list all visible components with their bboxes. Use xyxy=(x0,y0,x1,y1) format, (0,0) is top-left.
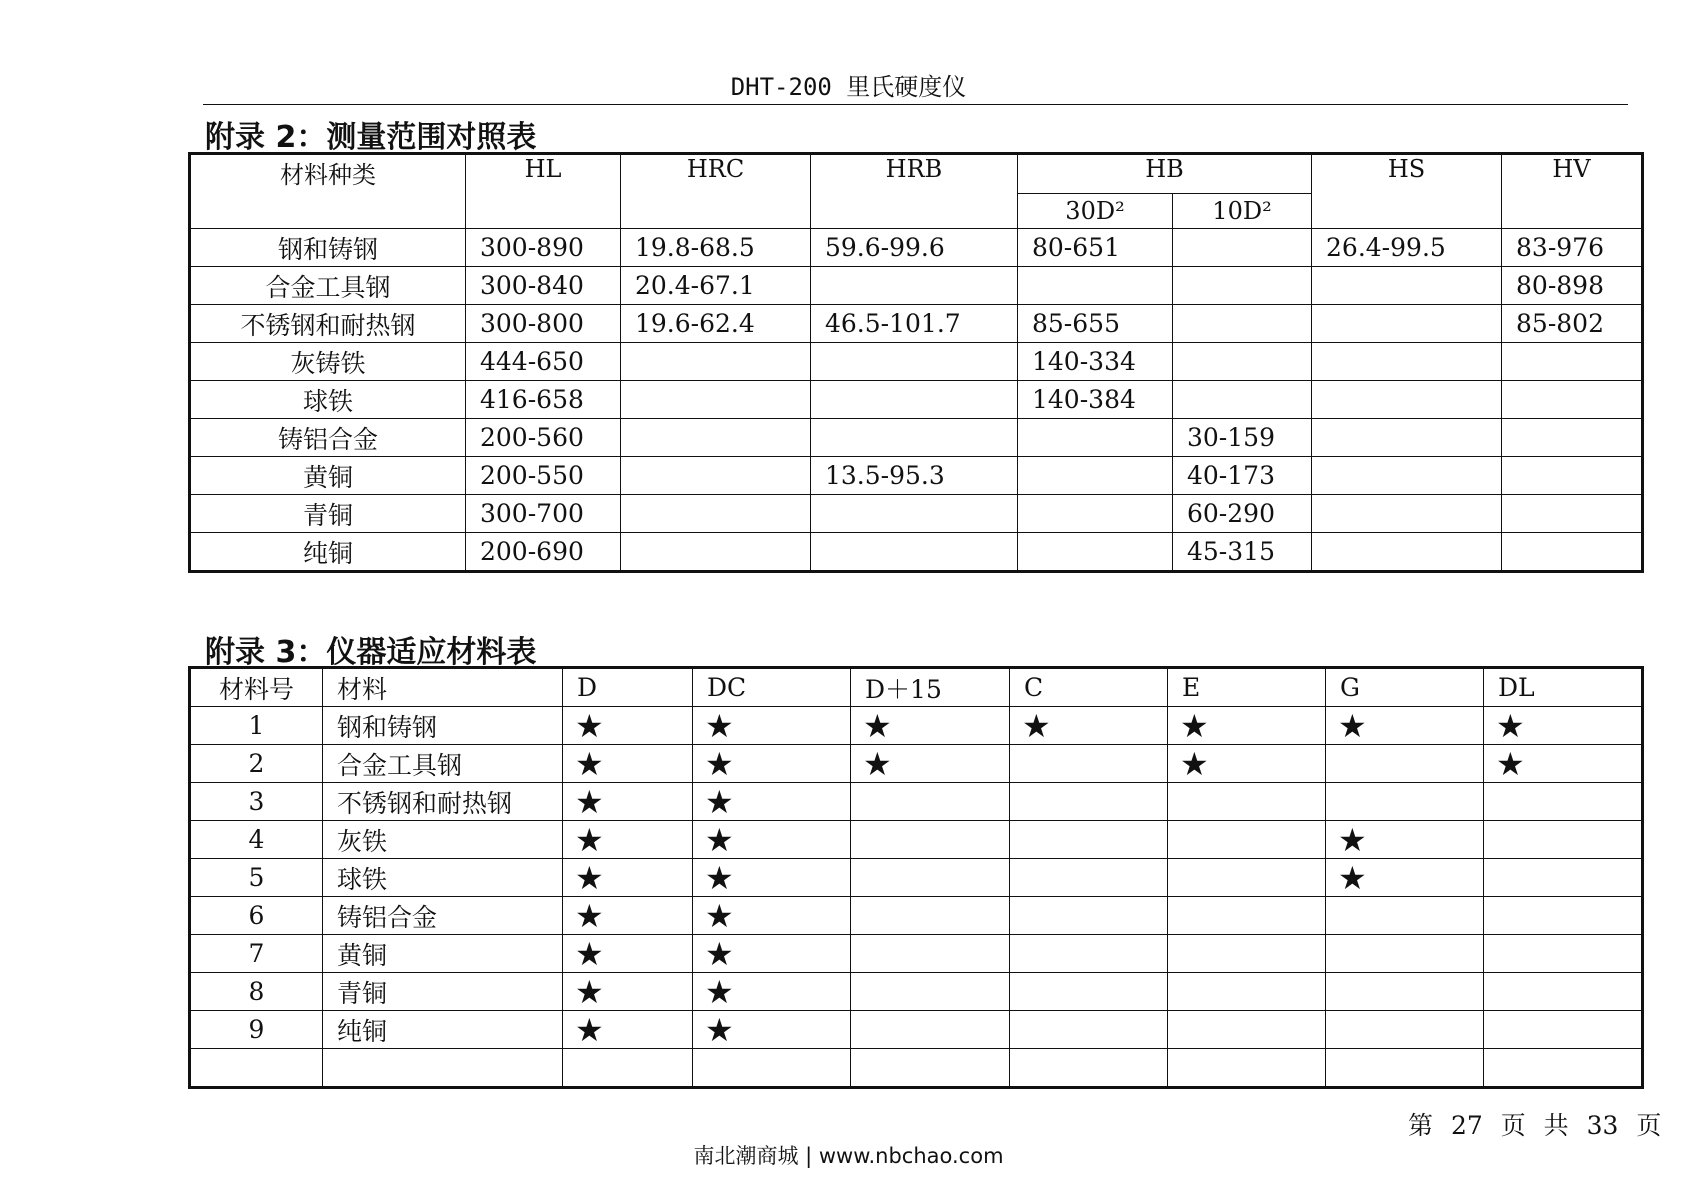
table-cell xyxy=(693,1049,851,1088)
table-cell xyxy=(811,419,1018,457)
table-cell xyxy=(1484,1049,1643,1088)
table-row xyxy=(190,897,1643,935)
table-cell xyxy=(1502,381,1643,419)
table-cell xyxy=(1168,1049,1326,1088)
table-cell: 85-802 xyxy=(1502,305,1643,343)
table-cell: ★ xyxy=(1326,821,1484,859)
table-cell xyxy=(1173,267,1312,305)
document-header-title: DHT-200 里氏硬度仪 xyxy=(730,73,967,101)
table-cell xyxy=(1168,935,1326,973)
table-cell xyxy=(1326,897,1484,935)
table-cell xyxy=(1484,973,1643,1011)
table-cell xyxy=(621,419,811,457)
table-cell: ★ xyxy=(563,821,693,859)
table-cell xyxy=(1312,267,1502,305)
table-cell: 80-898 xyxy=(1502,267,1643,305)
table-cell xyxy=(1173,229,1312,267)
table-row xyxy=(190,419,1643,457)
table-cell xyxy=(323,1049,563,1088)
header-hv: HV xyxy=(1502,154,1643,229)
table-cell xyxy=(1312,533,1502,572)
table-cell: 5 xyxy=(190,859,323,897)
table-cell: 3 xyxy=(190,783,323,821)
table-row xyxy=(190,343,1643,381)
table-cell: 300-800 xyxy=(466,305,621,343)
table-cell xyxy=(1312,419,1502,457)
table-cell: 83-976 xyxy=(1502,229,1643,267)
site-watermark: 南北潮商城 | www.nbchao.com xyxy=(693,1144,1004,1168)
table-row xyxy=(190,745,1643,783)
table-cell xyxy=(1484,783,1643,821)
table-cell: ★ xyxy=(693,973,851,1011)
header-material: 材料 xyxy=(323,668,563,707)
header-probe-g: G xyxy=(1326,668,1484,707)
table-row xyxy=(190,935,1643,973)
table-cell: ★ xyxy=(1010,707,1168,745)
table-cell xyxy=(1326,1011,1484,1049)
table-cell xyxy=(1168,859,1326,897)
table-cell: 8 xyxy=(190,973,323,1011)
table-cell xyxy=(1326,783,1484,821)
table-cell: 黄铜 xyxy=(323,935,563,973)
table-cell: ★ xyxy=(851,745,1010,783)
table-cell: ★ xyxy=(563,707,693,745)
table-cell: 20.4-67.1 xyxy=(621,267,811,305)
table-row xyxy=(190,533,1643,572)
table-cell: 19.8-68.5 xyxy=(621,229,811,267)
table-cell xyxy=(851,1011,1010,1049)
table-cell: ★ xyxy=(693,1011,851,1049)
table-cell xyxy=(190,1049,323,1088)
table-cell xyxy=(1502,419,1643,457)
table-cell xyxy=(1168,897,1326,935)
table-cell xyxy=(1312,381,1502,419)
table-cell: ★ xyxy=(563,935,693,973)
table-cell: 球铁 xyxy=(190,381,466,419)
header-probe-e: E xyxy=(1168,668,1326,707)
table-cell: ★ xyxy=(1168,707,1326,745)
table-cell: ★ xyxy=(693,935,851,973)
appendix2-title: 附录 2：测量范围对照表 xyxy=(205,120,537,155)
table-cell: 416-658 xyxy=(466,381,621,419)
table-cell: 钢和铸钢 xyxy=(323,707,563,745)
appendix3-title: 附录 3：仪器适应材料表 xyxy=(205,635,537,670)
table-cell xyxy=(1010,1049,1168,1088)
header-hrc: HRC xyxy=(621,154,811,229)
table-cell: 40-173 xyxy=(1173,457,1312,495)
table-cell: 1 xyxy=(190,707,323,745)
table-cell xyxy=(1484,935,1643,973)
table-cell xyxy=(1018,533,1173,572)
header-probe-d15: D＋15 xyxy=(851,668,1010,707)
table-cell: 青铜 xyxy=(323,973,563,1011)
table-cell xyxy=(811,533,1018,572)
table-cell: 140-334 xyxy=(1018,343,1173,381)
table-cell xyxy=(851,1049,1010,1088)
table-cell: 140-384 xyxy=(1018,381,1173,419)
header-rule xyxy=(203,104,1628,105)
table-cell xyxy=(1173,305,1312,343)
table-cell xyxy=(811,381,1018,419)
table-cell: 200-690 xyxy=(466,533,621,572)
table-cell xyxy=(1018,267,1173,305)
header-hb-10d2: 10D² xyxy=(1173,194,1312,229)
table-cell: 合金工具钢 xyxy=(323,745,563,783)
table-cell xyxy=(1168,1011,1326,1049)
table-cell xyxy=(851,859,1010,897)
header-probe-d: D xyxy=(563,668,693,707)
table-cell: ★ xyxy=(563,745,693,783)
table-cell: 13.5-95.3 xyxy=(811,457,1018,495)
table-row xyxy=(190,457,1643,495)
table-cell: 80-651 xyxy=(1018,229,1173,267)
header-hl: HL xyxy=(466,154,621,229)
table-cell xyxy=(1484,859,1643,897)
table-cell: 85-655 xyxy=(1018,305,1173,343)
table-cell: ★ xyxy=(1326,859,1484,897)
header-material-no: 材料号 xyxy=(190,668,323,707)
table-cell: 7 xyxy=(190,935,323,973)
header-probe-c: C xyxy=(1010,668,1168,707)
header-probe-dl: DL xyxy=(1484,668,1643,707)
table-cell: ★ xyxy=(693,707,851,745)
table-cell: ★ xyxy=(563,897,693,935)
header-material-type: 材料种类 xyxy=(190,154,466,229)
table-cell xyxy=(851,935,1010,973)
table-cell: 钢和铸钢 xyxy=(190,229,466,267)
table-cell xyxy=(1010,821,1168,859)
table-cell xyxy=(1326,935,1484,973)
table-cell xyxy=(1173,381,1312,419)
table-cell: 灰铁 xyxy=(323,821,563,859)
table-cell: 青铜 xyxy=(190,495,466,533)
table-cell xyxy=(1168,973,1326,1011)
table-cell: 46.5-101.7 xyxy=(811,305,1018,343)
table-cell xyxy=(1010,859,1168,897)
table-cell xyxy=(1312,343,1502,381)
table-cell: 26.4-99.5 xyxy=(1312,229,1502,267)
table-cell: ★ xyxy=(693,859,851,897)
table-cell: 黄铜 xyxy=(190,457,466,495)
table-cell: 300-840 xyxy=(466,267,621,305)
table-cell xyxy=(1502,533,1643,572)
table-cell: 300-700 xyxy=(466,495,621,533)
table-cell xyxy=(1168,821,1326,859)
applicable-material-table xyxy=(188,666,1644,1089)
header-hs: HS xyxy=(1312,154,1502,229)
table-cell xyxy=(1010,973,1168,1011)
table-cell: 200-550 xyxy=(466,457,621,495)
table-cell: 纯铜 xyxy=(190,533,466,572)
table-cell xyxy=(621,381,811,419)
table-cell: 不锈钢和耐热钢 xyxy=(190,305,466,343)
table-cell xyxy=(1173,343,1312,381)
table-cell: 铸铝合金 xyxy=(190,419,466,457)
table-cell xyxy=(1484,1011,1643,1049)
table-cell: ★ xyxy=(693,821,851,859)
table-cell: ★ xyxy=(693,745,851,783)
table-cell xyxy=(1312,305,1502,343)
table-cell xyxy=(851,973,1010,1011)
table-cell xyxy=(1018,419,1173,457)
table-cell xyxy=(1010,935,1168,973)
table-cell xyxy=(1010,897,1168,935)
table-row xyxy=(190,381,1643,419)
table-cell xyxy=(1312,457,1502,495)
table-cell xyxy=(621,343,811,381)
table-cell: ★ xyxy=(563,783,693,821)
table-cell xyxy=(1484,897,1643,935)
table-cell: 合金工具钢 xyxy=(190,267,466,305)
table-cell xyxy=(1168,783,1326,821)
table-cell: ★ xyxy=(563,859,693,897)
table-cell: ★ xyxy=(563,1011,693,1049)
header-hrb: HRB xyxy=(811,154,1018,229)
table-cell: ★ xyxy=(693,897,851,935)
table-row xyxy=(190,821,1643,859)
table-cell xyxy=(811,267,1018,305)
table-cell xyxy=(621,495,811,533)
table-cell xyxy=(1502,457,1643,495)
table-cell: 9 xyxy=(190,1011,323,1049)
table-cell xyxy=(811,343,1018,381)
table-cell: ★ xyxy=(693,783,851,821)
table-row xyxy=(190,707,1643,745)
table-cell: ★ xyxy=(1326,707,1484,745)
table-cell xyxy=(851,783,1010,821)
table-cell: 不锈钢和耐热钢 xyxy=(323,783,563,821)
table-cell: 444-650 xyxy=(466,343,621,381)
table-cell: 2 xyxy=(190,745,323,783)
table-cell xyxy=(1326,745,1484,783)
table-cell xyxy=(1018,495,1173,533)
table-cell xyxy=(851,897,1010,935)
table-cell: 45-315 xyxy=(1173,533,1312,572)
table-cell: 30-159 xyxy=(1173,419,1312,457)
header-hb: HB xyxy=(1018,154,1312,194)
table-cell: ★ xyxy=(1484,745,1643,783)
table-cell xyxy=(851,821,1010,859)
table-cell: ★ xyxy=(851,707,1010,745)
table-row xyxy=(190,859,1643,897)
table-cell: 6 xyxy=(190,897,323,935)
table-cell: 300-890 xyxy=(466,229,621,267)
table-row xyxy=(190,267,1643,305)
header-probe-dc: DC xyxy=(693,668,851,707)
table-cell: 19.6-62.4 xyxy=(621,305,811,343)
table-cell xyxy=(1502,343,1643,381)
table-cell xyxy=(1010,745,1168,783)
table-cell: 灰铸铁 xyxy=(190,343,466,381)
table-cell: 4 xyxy=(190,821,323,859)
measurement-range-table xyxy=(188,152,1644,573)
table-cell xyxy=(1010,783,1168,821)
table-cell: ★ xyxy=(1484,707,1643,745)
table-cell xyxy=(621,533,811,572)
table-cell xyxy=(1484,821,1643,859)
table-cell xyxy=(1018,457,1173,495)
table-cell: ★ xyxy=(1168,745,1326,783)
table-row xyxy=(190,1011,1643,1049)
table-cell xyxy=(1326,1049,1484,1088)
table-row xyxy=(190,783,1643,821)
table-cell xyxy=(1502,495,1643,533)
table-cell: 200-560 xyxy=(466,419,621,457)
page-number: 第 27 页 共 33 页 xyxy=(1408,1111,1662,1140)
table-cell xyxy=(811,495,1018,533)
table-cell: 纯铜 xyxy=(323,1011,563,1049)
table-row xyxy=(190,229,1643,267)
header-hb-30d2: 30D² xyxy=(1018,194,1173,229)
table-cell xyxy=(1312,495,1502,533)
table-row xyxy=(190,1049,1643,1088)
table-cell: 铸铝合金 xyxy=(323,897,563,935)
table-cell xyxy=(621,457,811,495)
table-cell xyxy=(563,1049,693,1088)
table-cell: 59.6-99.6 xyxy=(811,229,1018,267)
table-cell: 球铁 xyxy=(323,859,563,897)
table-cell xyxy=(1010,1011,1168,1049)
table-cell xyxy=(1326,973,1484,1011)
table-row xyxy=(190,495,1643,533)
table-cell: 60-290 xyxy=(1173,495,1312,533)
table-row xyxy=(190,305,1643,343)
table-row xyxy=(190,973,1643,1011)
table-cell: ★ xyxy=(563,973,693,1011)
